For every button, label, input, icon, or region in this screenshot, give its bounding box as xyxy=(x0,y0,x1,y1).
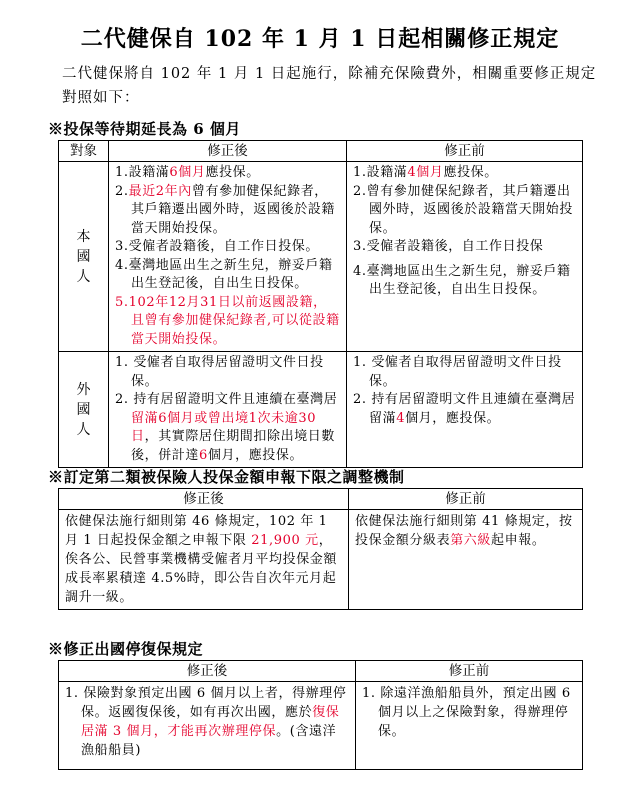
waiting-period-table xyxy=(58,140,583,468)
minimum-before-cell: 依健保法施行細則第 41 條規定，按投保金額分級表第六級起申報。 xyxy=(349,510,583,610)
minimum-amount-table xyxy=(58,488,583,610)
list-item: 2.曾有參加健保紀錄者，其戶籍遷出國外時，返國後於設籍當天開始投保。 xyxy=(353,183,574,236)
suspension-before-cell: 1. 除遠洋漁船船員外，預定出國 6 個月以上之保險對象，得辦理停保。 xyxy=(356,682,583,770)
foreigners-before-cell xyxy=(347,352,583,468)
suspension-after-cell: 1. 保險對象預定出國 6 個月以上者，得辦理停保。返國復保後，如有再次出國，應於復保居滿 3 個月，才能再次辦理停保。(含遠洋漁船船員) xyxy=(59,682,356,770)
column-header-before: 修正前 xyxy=(349,489,583,510)
column-header-before: 修正前 xyxy=(347,141,583,162)
foreigners-after-cell xyxy=(109,352,347,468)
row-label-citizens: 本國人 xyxy=(59,162,109,352)
intro-paragraph: 二代健保將自 102 年 1 月 1 日起施行，除補充保險費外，相關重要修正規定對照如下： xyxy=(62,66,597,106)
list-item: 1. 受僱者自取得居留證明文件日投保。 xyxy=(115,355,324,389)
section-3-heading: ※修正出國停復保規定 xyxy=(48,640,204,658)
column-header-before: 修正前 xyxy=(356,661,583,682)
list-item: 4.臺灣地區出生之新生兒，辦妥戶籍出生登記後，自出生日投保。 xyxy=(115,257,333,291)
section-2-heading: ※訂定第二類被保險人投保金額申報下限之調整機制 xyxy=(48,468,405,486)
list-item: 3.受僱者設籍後，自工作日投保 xyxy=(353,239,544,254)
list-item: 2. 持有居留證明文件且連續在臺灣居留滿6個月或曾出境1次未逾30日，其實際居住期間扣除出境日數後，併計達6個月，應投保。 xyxy=(115,392,338,463)
list-item: 2. 持有居留證明文件且連續在臺灣居留滿4個月，應投保。 xyxy=(353,392,576,426)
column-header-after: 修正後 xyxy=(109,141,347,162)
list-item: 5.102年12月31日以前返國設籍，且曾有參加健保紀錄者,可以從設籍當天開始投保。 xyxy=(115,294,340,347)
list-item: 1.設籍滿6個月應投保。 xyxy=(115,165,260,180)
list-item: 2.最近2年內曾有參加健保紀錄者，其戶籍遷出國外時，返國後於設籍當天開始投保。 xyxy=(115,183,336,236)
section-1-heading: ※投保等待期延長為 6 個月 xyxy=(48,120,241,138)
overseas-suspension-table xyxy=(58,660,583,770)
list-item: 1.設籍滿4個月應投保。 xyxy=(353,165,498,180)
list-item: 4.臺灣地區出生之新生兒，辦妥戶籍出生登記後，自出生日投保。 xyxy=(353,263,571,297)
column-header-after: 修正後 xyxy=(59,489,349,510)
citizens-before-cell xyxy=(347,162,583,352)
page-title: 二代健保自 102 年 1 月 1 日起相關修正規定 xyxy=(80,26,560,52)
list-item: 3.受僱者設籍後，自工作日投保。 xyxy=(115,239,320,254)
minimum-after-cell: 依健保法施行細則第 46 條規定，102 年 1 月 1 日起投保金額之申報下限 21,900 元，俟各公、民營事業機構受僱者月平均投保金額成長率累積達 4.5%時，即公告自次年元月起調升一級。 xyxy=(59,510,349,610)
list-item: 1. 受僱者自取得居留證明文件日投保。 xyxy=(353,355,562,389)
column-header-after: 修正後 xyxy=(59,661,356,682)
row-label-foreigners: 外國人 xyxy=(59,352,109,468)
column-header-object: 對象 xyxy=(59,141,109,162)
citizens-after-cell xyxy=(109,162,347,352)
